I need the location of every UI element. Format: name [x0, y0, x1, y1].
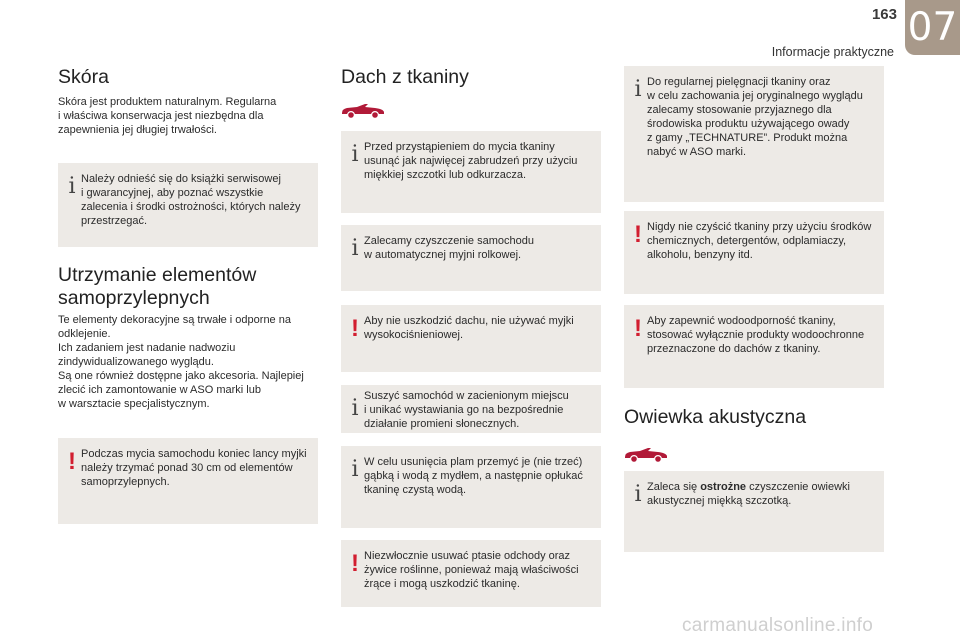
chapter-title: Informacje praktyczne — [771, 45, 894, 59]
info-icon: i — [351, 236, 359, 261]
info-icon: i — [634, 77, 642, 102]
utrzymanie-paragraph: Te elementy dekoracyjne są trwałe i odporne na odklejenie. Ich zadaniem jest nadanie nadwoziu zindywidualizowanego wyglądu. Są one również dostępne jako akcesoria. Najlepiej zlecić ich zamontowanie w ASO marki lub w warsztacie specjalistycznym. — [58, 314, 304, 410]
warning-box-utrzymanie: ! Podczas mycia samochodu koniec lancy myjki należy trzymać ponad 30 cm od elementów samoprzylepnych. — [58, 438, 318, 524]
warning-icon: ! — [351, 550, 359, 577]
info-box-dach-1: i Przed przystąpieniem do mycia tkaniny usunąć jak najwięcej zabrudzeń przy użyciu miękkiej szczotki lub odkurzacza. — [341, 131, 601, 213]
chapter-tab: 07 — [905, 0, 960, 55]
info-box-dach-7: i Do regularnej pielęgnacji tkaniny oraz w celu zachowania jej oryginalnego wyglądu zalecamy stosowanie przyjaznego dla środowiska produktu używającego owady z gamy „TECHNATURE”. Produkt można nabyć w ASO marki. — [624, 66, 884, 202]
page-number: 163 — [871, 6, 897, 23]
section-title-owiewka: Owiewka akustyczna — [624, 406, 807, 428]
section-title-skora: Skóra — [58, 66, 109, 88]
info-icon: i — [634, 482, 642, 507]
info-box-dach-2: i Zalecamy czyszczenie samochodu w automatycznej myjni rolkowej. — [341, 225, 601, 291]
section-title-utrzymanie: Utrzymanie elementów samoprzylepnych — [58, 264, 257, 309]
warning-icon: ! — [68, 448, 76, 475]
info-box-skora: i Należy odnieść się do książki serwisowej i gwarancyjnej, aby poznać wszystkie zalecenia i środki ostrożności, których należy przestrzegać. — [58, 163, 318, 247]
info-icon: i — [68, 174, 76, 199]
skora-paragraph: Skóra jest produktem naturalnym. Regularna i właściwa konserwacja jest niezbędna dla zapewnienia jej długiej trwałości. — [58, 96, 277, 136]
info-box-dach-5: i W celu usunięcia plam przemyć je (nie trzeć) gąbką i wodą z mydłem, a następnie opłukać tkaninę czystą wodą. — [341, 446, 601, 528]
info-icon: i — [351, 457, 359, 482]
watermark: carmanualsonline.info — [682, 615, 874, 636]
info-icon: i — [351, 396, 359, 421]
info-box-owiewka: i Zaleca się ostrożne czyszczenie owiewki akustycznej miękką szczotką. — [624, 471, 884, 552]
info-box-dach-4: i Suszyć samochód w zacienionym miejscu i unikać wystawiania go na bezpośrednie działanie promieni słonecznych. — [341, 385, 601, 433]
warning-box-dach-8: ! Nigdy nie czyścić tkaniny przy użyciu środków chemicznych, detergentów, odplamiaczy, alkoholu, benzyny itd. — [624, 211, 884, 294]
info-icon: i — [351, 142, 359, 167]
warning-icon: ! — [634, 315, 642, 342]
warning-icon: ! — [351, 315, 359, 342]
section-title-dach: Dach z tkaniny — [341, 66, 469, 88]
warning-box-dach-3: ! Aby nie uszkodzić dachu, nie używać myjki wysokociśnieniowej. — [341, 305, 601, 372]
convertible-car-icon — [341, 100, 385, 120]
warning-icon: ! — [634, 221, 642, 248]
convertible-car-icon — [624, 444, 668, 464]
warning-box-dach-9: ! Aby zapewnić wodoodporność tkaniny, stosować wyłącznie produkty wodoochronne przeznaczone do dachów z tkaniny. — [624, 305, 884, 388]
warning-box-dach-6: ! Niezwłocznie usuwać ptasie odchody oraz żywice roślinne, ponieważ mają właściwości żrące i mogą uszkodzić tkaninę. — [341, 540, 601, 607]
